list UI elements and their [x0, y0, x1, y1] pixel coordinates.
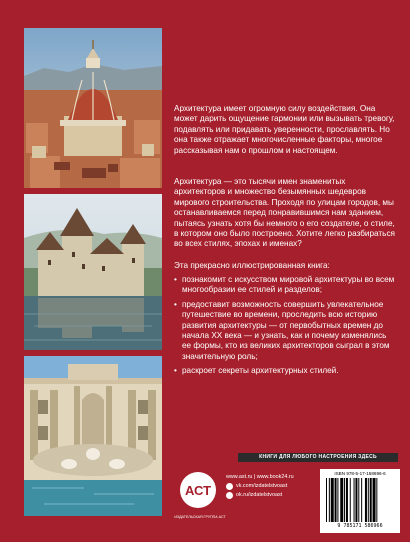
vk-icon	[226, 483, 233, 490]
ok-link[interactable]	[226, 491, 294, 500]
list-item-text: раскроет секреты архитектурных стилей.	[182, 366, 339, 376]
publisher-logo	[178, 470, 218, 514]
paragraph-text: Архитектура имеет огромную силу воздействия. Она может дарить ощущение гармонии или вызывать тревогу, подавлять или придавать уверенности, прославлять. Но она также отражает многочисленные факторы, многое рассказывая нам о прошлом и настоящем.	[174, 104, 395, 155]
ok-link-text[interactable]: ok.ru/izdatelstvoast	[236, 492, 283, 498]
publisher-name: ИЗДАТЕЛЬСКАЯ ГРУППА АСТ	[174, 515, 226, 519]
list-item-text: предоставит возможность совершить увлекательное путешествие во времени, проследить всю историю развития архитектуры — от первобытных времен до начала XX века — и узнать, как и почему изменялись ее формы, кто из великих архитекторов сыграл в этом значительную роль;	[182, 299, 390, 361]
barcode-icon	[326, 478, 394, 522]
paragraph-text: Архитектура — это тысячи имен знаменитых архитекторов и множество безымянных шедевров мирового строительства. Проходя по улицам городов, мы останавливаемся перед понравившимся нам зданием, пытаясь узнать хотя бы немного о его создателе, о стиле, в котором оно было построено. Хотите легко разбираться во всех стилях, эпохах и именах?	[174, 177, 395, 249]
description-paragraph-1	[174, 104, 398, 156]
barcode-digits: 9 785171 586966	[337, 523, 383, 529]
bullet-marker: •	[174, 366, 177, 376]
florence-cathedral-photo	[24, 28, 162, 188]
bullet-list	[174, 275, 396, 377]
bullet-marker: •	[174, 299, 177, 309]
svg-text:АСТ: АСТ	[184, 483, 212, 498]
tagline-banner: КНИГИ ДЛЯ ЛЮБОГО НАСТРОЕНИЯ ЗДЕСЬ	[238, 453, 398, 462]
bullet-marker: •	[174, 275, 177, 284]
isbn-label: ISBN 978-5-17-158696-6	[334, 471, 386, 476]
intro-text: Эта прекрасно иллюстрированная книга:	[174, 261, 330, 270]
website-text[interactable]: www.ast.ru | www.book24.ru	[226, 474, 294, 480]
book-intro	[174, 261, 398, 271]
ok-icon	[226, 492, 233, 499]
vk-link-text[interactable]: vk.com/izdatelstvoast	[236, 483, 288, 489]
publisher-links	[226, 473, 294, 500]
list-item	[174, 300, 396, 362]
vk-link[interactable]	[226, 482, 294, 491]
chillon-castle-photo	[24, 194, 162, 350]
list-item	[174, 275, 396, 296]
ast-logo-icon	[178, 470, 218, 514]
description-paragraph-2	[174, 177, 398, 250]
list-item-text: познакомит с искусством мировой архитектуры во всем многообразии ее стилей и разделов;	[182, 275, 395, 295]
list-item	[174, 366, 396, 376]
website-links[interactable]	[226, 473, 294, 482]
trevi-fountain-photo	[24, 356, 162, 516]
isbn-barcode	[320, 469, 400, 533]
